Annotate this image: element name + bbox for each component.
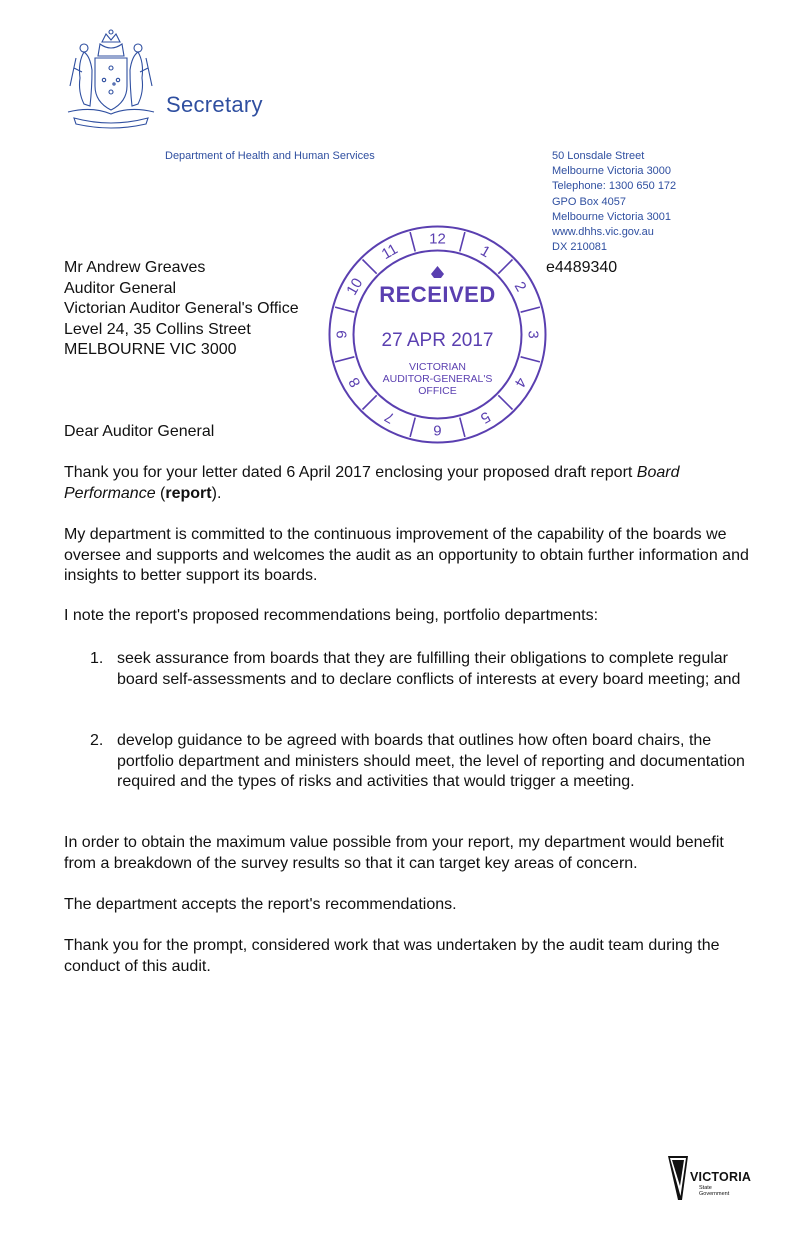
recommendation-text: seek assurance from boards that they are fulfilling their obligations to complete regular board self-assessments and to declare conflicts of interests at every board meeting; and <box>117 650 741 688</box>
stamp-ring-number: 3 <box>524 330 542 339</box>
paragraph-intro-end: ). <box>211 484 222 502</box>
stamp-office-line-1: VICTORIAN <box>409 361 466 373</box>
paragraph-recommendations-intro: I note the report's proposed recommendations being, portfolio departments: <box>64 607 599 624</box>
stamp-ring-divider <box>498 395 512 409</box>
contact-po-city: Melbourne Victoria 3001 <box>552 210 672 223</box>
stamp-office-line-3: OFFICE <box>418 385 457 397</box>
stamp-ring-number: 7 <box>381 407 398 427</box>
received-stamp <box>325 222 550 447</box>
stamp-ring-divider <box>521 357 540 362</box>
paragraph-commitment: My department is committed to the continuous improvement of the capability of the boards we oversee and supports and welcomes the audit as an opportunity to obtain further information and insights to better support its boards. <box>64 526 749 584</box>
report-abbreviation: report <box>165 484 212 502</box>
stamp-ring-number: 11 <box>378 240 401 264</box>
contact-block <box>552 149 676 255</box>
paragraph-intro-text: Thank you for your letter dated 6 April 2017 enclosing your proposed draft report <box>64 464 637 481</box>
stamp-ring-number: 1 <box>477 242 494 262</box>
recommendation-number: 2. <box>90 732 104 749</box>
contact-telephone: Telephone: 1300 650 172 <box>552 180 677 193</box>
contact-website: www.dhhs.vic.gov.au <box>552 226 654 239</box>
paragraph-thanks: Thank you for the prompt, considered work that was undertaken by the audit team during the conduct of this audit. <box>64 937 720 975</box>
stamp-received-label: RECEIVED <box>379 282 496 307</box>
victoria-logo-sub <box>699 1185 729 1197</box>
stamp-emblem-icon <box>431 266 444 278</box>
paragraph-acceptance: The department accepts the report's recommendations. <box>64 896 457 913</box>
contact-dx: DX 210081 <box>552 241 608 254</box>
stamp-ring-number: 8 <box>345 374 365 391</box>
report-title: Board Performance <box>64 464 680 502</box>
contact-city: Melbourne Victoria 3000 <box>552 165 672 178</box>
salutation: Dear Auditor General <box>64 423 215 440</box>
stamp-ring-number: 10 <box>343 275 367 299</box>
stamp-office-line-2: AUDITOR-GENERAL'S <box>382 373 493 385</box>
victoria-logo-state: State <box>699 1185 712 1191</box>
recommendation-number: 1. <box>90 650 104 667</box>
stamp-ring-number: 12 <box>429 230 446 248</box>
stamp-ring-number: 2 <box>510 278 530 295</box>
stamp-ring-divider <box>335 357 354 362</box>
stamp-ring-number: 4 <box>510 374 530 391</box>
addressee-name: Mr Andrew Greaves <box>64 259 206 276</box>
coat-of-arms-icon <box>62 28 160 130</box>
stamp-ring-number: 9 <box>333 330 351 339</box>
victoria-logo-government: Government <box>699 1191 730 1197</box>
reference-number: e4489340 <box>546 259 618 276</box>
stamp-ring-divider <box>335 307 354 312</box>
stamp-date: 27 APR 2017 <box>381 330 494 351</box>
contact-street: 50 Lonsdale Street <box>552 150 645 162</box>
contact-po-box: GPO Box 4057 <box>552 195 626 208</box>
victoria-logo-word: VICTORIA <box>690 1170 752 1184</box>
stamp-ring-divider <box>521 307 540 312</box>
paragraph-survey-request: In order to obtain the maximum value possible from your report, my department would benefit from a breakdown of the survey results so that it can target key areas of concern. <box>64 834 724 872</box>
paragraph-intro-mid: ( <box>155 484 166 502</box>
department-name: Department of Health and Human Services <box>165 150 375 162</box>
stamp-ring-divider <box>363 395 377 409</box>
addressee-title: Auditor General <box>64 279 177 297</box>
addressee-office: Victorian Auditor General's Office <box>64 300 299 317</box>
addressee-street: Level 24, 35 Collins Street <box>64 320 251 338</box>
stamp-ring-divider <box>460 232 465 251</box>
stamp-ring-number: 5 <box>477 407 494 427</box>
stamp-ring-number: 6 <box>433 421 442 439</box>
stamp-ring-divider <box>498 260 512 274</box>
letterhead-title: Secretary <box>166 92 263 117</box>
stamp-ring-divider <box>410 232 415 251</box>
paragraph-intro <box>64 463 754 504</box>
recommendation-text: develop guidance to be agreed with boards that outlines how often board chairs, the portfolio department and ministers should meet, the level of reporting and documentation required and the types of risks and activities that would trigger a meeting. <box>117 732 745 790</box>
addressee-city: MELBOURNE VIC 3000 <box>64 341 237 358</box>
addressee-block <box>64 258 299 361</box>
stamp-ring-divider <box>363 260 377 274</box>
